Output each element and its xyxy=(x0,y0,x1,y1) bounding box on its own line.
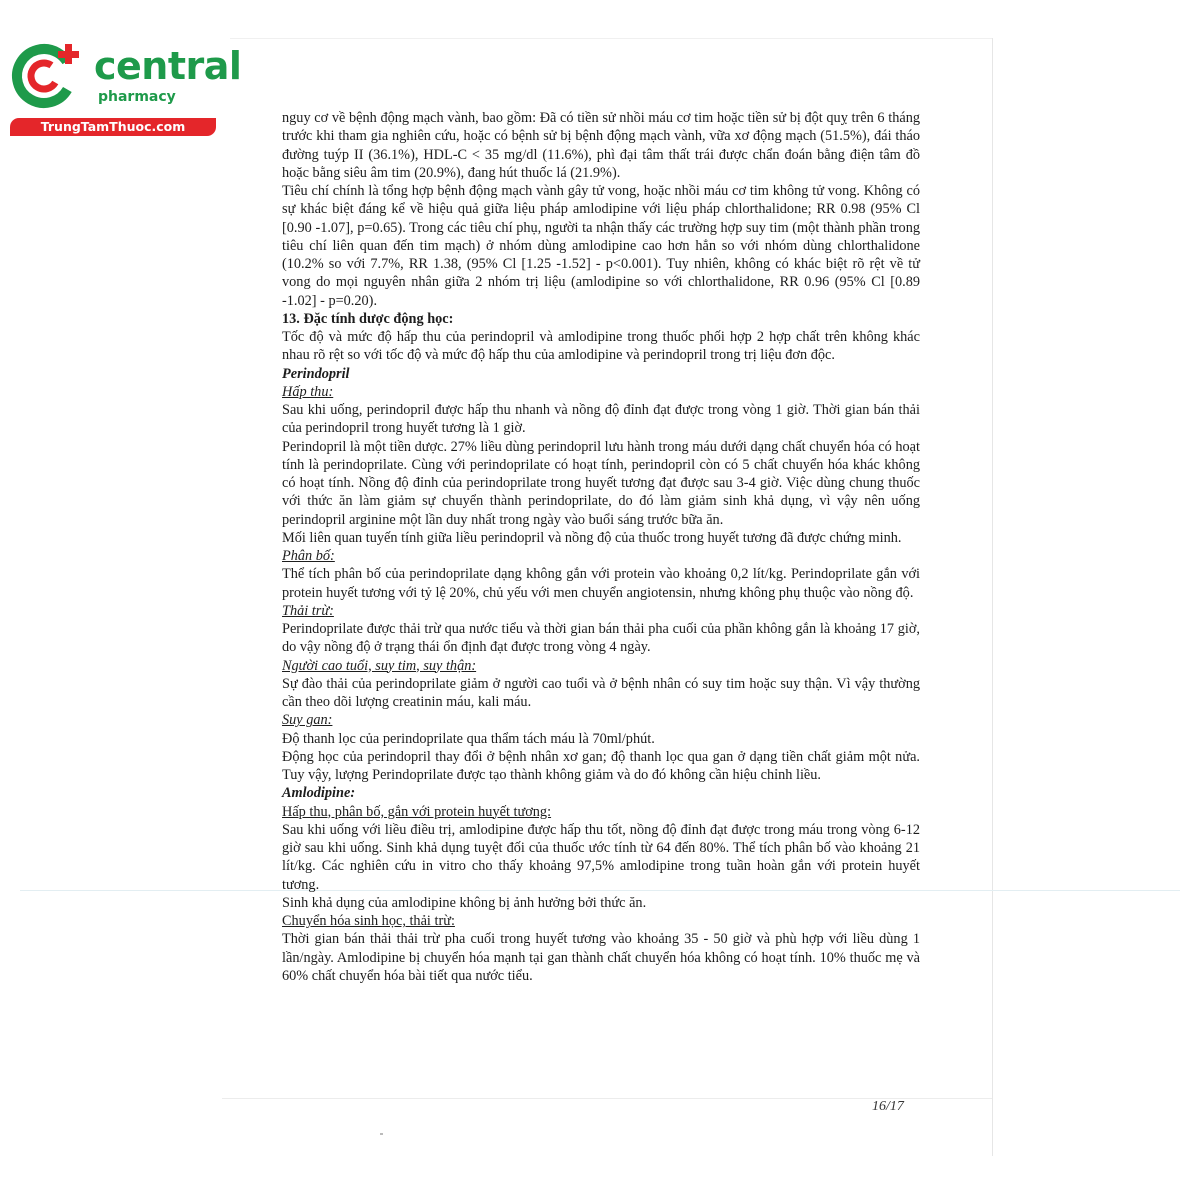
subsection-label-text: Phân bố: xyxy=(282,548,335,564)
section-heading-text: 13. Đặc tính dược động học: xyxy=(282,310,454,327)
scan-speck xyxy=(380,1133,383,1135)
logo-name: central xyxy=(94,44,242,88)
subsection-label-text: Người cao tuổi, suy tim, suy thận: xyxy=(282,657,477,674)
subsection-label xyxy=(282,383,920,401)
subsection-label xyxy=(282,657,920,675)
subsection-label-text: Chuyển hóa sinh học, thải trừ: xyxy=(282,913,455,929)
logo-subtitle: pharmacy xyxy=(98,89,176,105)
paragraph: Động học của perindopril thay đổi ở bệnh nhân xơ gan; độ thanh lọc qua gan ở dạng tiền chất giảm một nửa. Tuy vậy, lượng Perindoprilate được tạo thành không giảm và do đó không cần hiệu chỉnh liều. xyxy=(282,748,920,783)
subsection-label xyxy=(282,912,920,930)
logo-site-banner: TrungTamThuoc.com xyxy=(10,118,216,136)
paragraph: Sự đào thải của perindoprilate giảm ở người cao tuổi và ở bệnh nhân có suy tim hoặc suy thận. Vì vậy thường cần theo dõi lượng creatinin máu, kali máu. xyxy=(282,675,920,710)
section-heading xyxy=(282,310,920,328)
paragraph: Sau khi uống, perindopril được hấp thu nhanh và nồng độ đỉnh đạt được trong vòng 1 giờ. Thời gian bán thải của perindopril trong huyết tương là 1 giờ. xyxy=(282,402,920,437)
page-edge-right xyxy=(992,38,993,1156)
paragraph: Tiêu chí chính là tổng hợp bệnh động mạch vành gây tử vong, hoặc nhồi máu cơ tim không tử vong. Không có sự khác biệt đáng kể về hiệu quả giữa liệu pháp amlodipine với liệu pháp chlorthalidone; RR 0.98 (95% Cl [0.90 -1.07], p=0.65). Trong các tiêu chí phụ, người ta nhận thấy các trường hợp suy tim (một thành phần trong tiêu chí liên quan đến tim mạch) ở nhóm dùng amlodipine cao hơn hẳn so với nhóm dùng chlorthalidone (10.2% so với 7.7%, RR 1.38, (95% Cl [1.25 -1.52] - p<0.001). Tuy nhiên, không có khác biệt rõ rệt về tử vong do mọi nguyên nhân giữa 2 nhóm trị liệu (amlodipine so với chlorthalidone, RR 0.96 (95% Cl [0.89 -1.02] - p=0.20). xyxy=(282,183,920,309)
paragraph: Perindoprilate được thải trừ qua nước tiểu và thời gian bán thải pha cuối của phần không gắn là khoảng 17 giờ, do vậy nồng độ ở trạng thái ổn định đạt được trong vòng 4 ngày. xyxy=(282,621,920,656)
page-number: 16/17 xyxy=(872,1099,904,1114)
subsection-label xyxy=(282,711,920,729)
subsection-label xyxy=(282,602,920,620)
paragraph: nguy cơ về bệnh động mạch vành, bao gồm: Đã có tiền sử nhồi máu cơ tim hoặc tiền sử bị đột quỵ trên 6 tháng trước khi tham gia nghiên cứu, hoặc có bệnh sử bị bệnh động mạch vành, vữa xơ động mạch (51.5%), đái tháo đường tuýp II (36.1%), HDL-C < 35 mg/dl (11.6%), phì đại tâm thất trái được chẩn đoán bằng điện tâm đồ hoặc bằng siêu âm tim (20.9%), đang hút thuốc lá (21.9%). xyxy=(282,110,920,181)
subsection-label xyxy=(282,803,920,821)
page-edge-top xyxy=(230,38,992,39)
subsection-heading xyxy=(282,365,920,383)
subsection-label xyxy=(282,547,920,565)
document-body xyxy=(282,109,920,985)
paragraph: Thể tích phân bố của perindoprilate dạng không gắn với protein vào khoảng 0,2 lít/kg. Perindoprilate gắn với protein huyết tương với tỷ lệ 20%, chủ yếu với men chuyển angiotensin, nhưng không phụ thuộc vào nồng độ. xyxy=(282,566,920,601)
subsection-heading xyxy=(282,784,920,802)
subsection-label-text: Hấp thu, phân bố, gắn với protein huyết tương: xyxy=(282,803,552,820)
subsection-heading-text: Amlodipine: xyxy=(282,785,356,802)
subsection-label-text: Suy gan: xyxy=(282,712,333,729)
central-logo-icon xyxy=(8,36,94,116)
paragraph: Thời gian bán thải thải trừ pha cuối trong huyết tương vào khoảng 35 - 50 giờ và phù hợp với liều dùng 1 lần/ngày. Amlodipine bị chuyển hóa mạnh tại gan thành chất chuyển hóa không có hoạt tính. 10% thuốc mẹ và 60% chất chuyển hóa bài tiết qua nước tiểu. xyxy=(282,931,920,984)
subsection-heading-text: Perindopril xyxy=(282,365,350,382)
paragraph: Sinh khả dụng của amlodipine không bị ảnh hưởng bởi thức ăn. xyxy=(282,894,647,911)
paragraph: Tốc độ và mức độ hấp thu của perindopril và amlodipine trong thuốc phối hợp 2 hợp chất trên không khác nhau rõ rệt so với tốc độ và mức độ hấp thu của amlodipine và perindopril trong trị liệu đơn độc. xyxy=(282,329,920,364)
paragraph: Sau khi uống với liều điều trị, amlodipine được hấp thu tốt, nồng độ đỉnh đạt được trong máu trong vòng 6-12 giờ sau khi uống. Sinh khả dụng tuyệt đối của thuốc ước tính từ 64 đến 80%. Thể tích phân bố vào khoảng 21 lít/kg. Các nghiên cứu in vitro cho thấy khoảng 97,5% amlodipine trong tuần hoàn gắn với protein huyết tương. xyxy=(282,821,920,893)
subsection-label-text: Hấp thu: xyxy=(282,383,334,400)
paragraph: Perindopril là một tiền dược. 27% liều dùng perindopril lưu hành trong máu dưới dạng chất chuyển hóa có hoạt tính là perindoprilate. Cùng với perindoprilate có hoạt tính, perindopril còn có 5 chất chuyển hóa khác không có hoạt tính. Nồng độ đỉnh của perindoprilate trong huyết tương đạt được sau 3-4 giờ. Việc dùng chung thuốc với thức ăn làm giảm sự chuyển thành perindoprilate, do đó làm giảm sinh khả dụng, vì vậy nên uống perindopril arginine một lần duy nhất trong ngày vào buổi sáng trước bữa ăn. xyxy=(282,438,920,528)
subsection-label-text: Thải trừ: xyxy=(282,602,334,619)
pharmacy-logo[interactable] xyxy=(8,36,242,136)
paragraph: Mối liên quan tuyến tính giữa liều perindopril và nồng độ của thuốc trong huyết tương đã được chứng minh. xyxy=(282,529,902,546)
paragraph: Độ thanh lọc của perindoprilate qua thẩm tách máu là 70ml/phút. xyxy=(282,730,655,747)
